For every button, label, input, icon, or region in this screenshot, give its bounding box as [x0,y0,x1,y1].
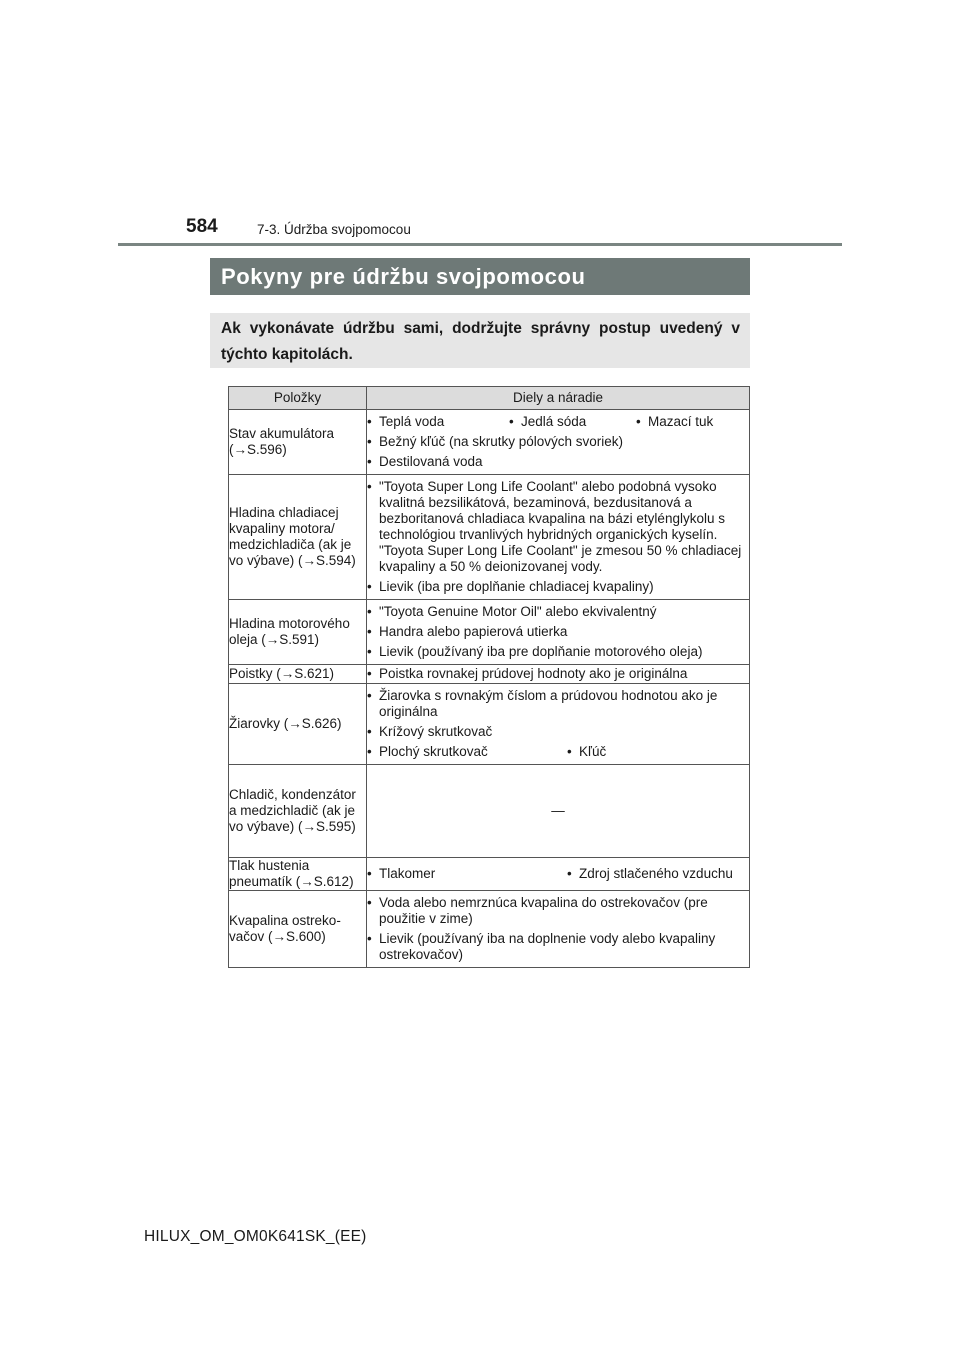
item-cell: Hladina chladiacej kvapaliny motora/ medzichladiča (ak je vo výbave) (→S.594) [229,475,367,600]
column-header-parts: Diely a náradie [367,387,750,410]
item-cell: Hladina motorového oleja (→S.591) [229,600,367,665]
list-item: • Plochý skrutkovač [367,744,567,760]
parts-cell [367,858,750,891]
table-row [229,600,750,665]
list-item: • Bežný kľúč (na skrutky pólových svoriek) [367,434,749,450]
list-item: • Poistka rovnakej prúdovej hodnoty ako je originálna [367,666,749,682]
list-item: • Handra alebo papierová utierka [367,624,749,640]
coolant-mix-note: "Toyota Super Long Life Coolant" je zmesou 50 % chladiacej kvapaliny a 50 % deionizovanej vody. [379,543,742,574]
item-cell: Kvapalina ostrekovačov (→S.600) [229,891,367,968]
item-cell: Stav akumulátora (→S.596) [229,410,367,475]
list-item: • Tlakomer [367,866,567,882]
list-item [367,479,749,575]
table-row [229,858,750,891]
maintenance-parts-table [228,386,750,968]
list-item: • Destilovaná voda [367,454,749,470]
table-row [229,665,750,684]
table-row [229,684,750,765]
item-cell: Poistky (→S.621) [229,665,367,684]
list-item: • Lievik (používaný iba na doplnenie vody alebo kvapaliny ostrekovačov) [367,931,749,963]
list-item: • Kľúč [567,744,606,760]
list-item: • Voda alebo nemrznúca kvapalina do ostrekovačov (pre použitie v zime) [367,895,749,927]
document-code: HILUX_OM_OM0K641SK_(EE) [144,1228,367,1245]
intro-note: Ak vykonávate údržbu sami, dodržujte správny postup uvedený v týchto kapitolách. [210,313,750,368]
table-row [229,765,750,858]
header-divider [118,243,842,246]
table-row [229,410,750,475]
list-item: • Lievik (iba pre doplňanie chladiacej kvapaliny) [367,579,749,595]
list-item: • Žiarovka s rovnakým číslom a prúdovou hodnotou ako je originálna [367,688,749,720]
parts-cell [367,410,750,475]
list-item: • Teplá voda [367,414,509,430]
list-item: • Zdroj stlačeného vzduchu [567,866,733,882]
parts-cell-empty: — [367,765,750,858]
item-cell: Chladič, kondenzátor a medzichladič (ak je vo výbave) (→S.595) [229,765,367,858]
list-item: • Lievik (používaný iba pre doplňanie motorového oleja) [367,644,749,660]
list-item: • Jedlá sóda [509,414,636,430]
parts-cell [367,475,750,600]
section-title: Pokyny pre údržbu svojpomocou [210,258,750,295]
item-cell: Tlak hustenia pneumatík (→S.612) [229,858,367,891]
item-cell: Žiarovky (→S.626) [229,684,367,765]
list-item: • "Toyota Genuine Motor Oil" alebo ekvivalentný [367,604,749,620]
parts-cell [367,891,750,968]
table-row [229,891,750,968]
list-item: • Mazací tuk [636,414,713,430]
list-item: • Krížový skrutkovač [367,724,749,740]
table-header-row [229,387,750,410]
coolant-spec: "Toyota Super Long Life Coolant" alebo podobná vysoko kvalitná bezsilikátová, bezaminová, bezdusitanová a bezboritanová chladiaca kvapalina na bázi etylénglykolu s technológiou trvanlivých hybridných organických kyselín. [379,479,725,542]
parts-cell [367,684,750,765]
page-number: 584 [186,216,218,237]
parts-cell [367,600,750,665]
parts-cell [367,665,750,684]
column-header-items: Položky [229,387,367,410]
section-reference: 7-3. Údržba svojpomocou [257,222,411,237]
table-row [229,475,750,600]
